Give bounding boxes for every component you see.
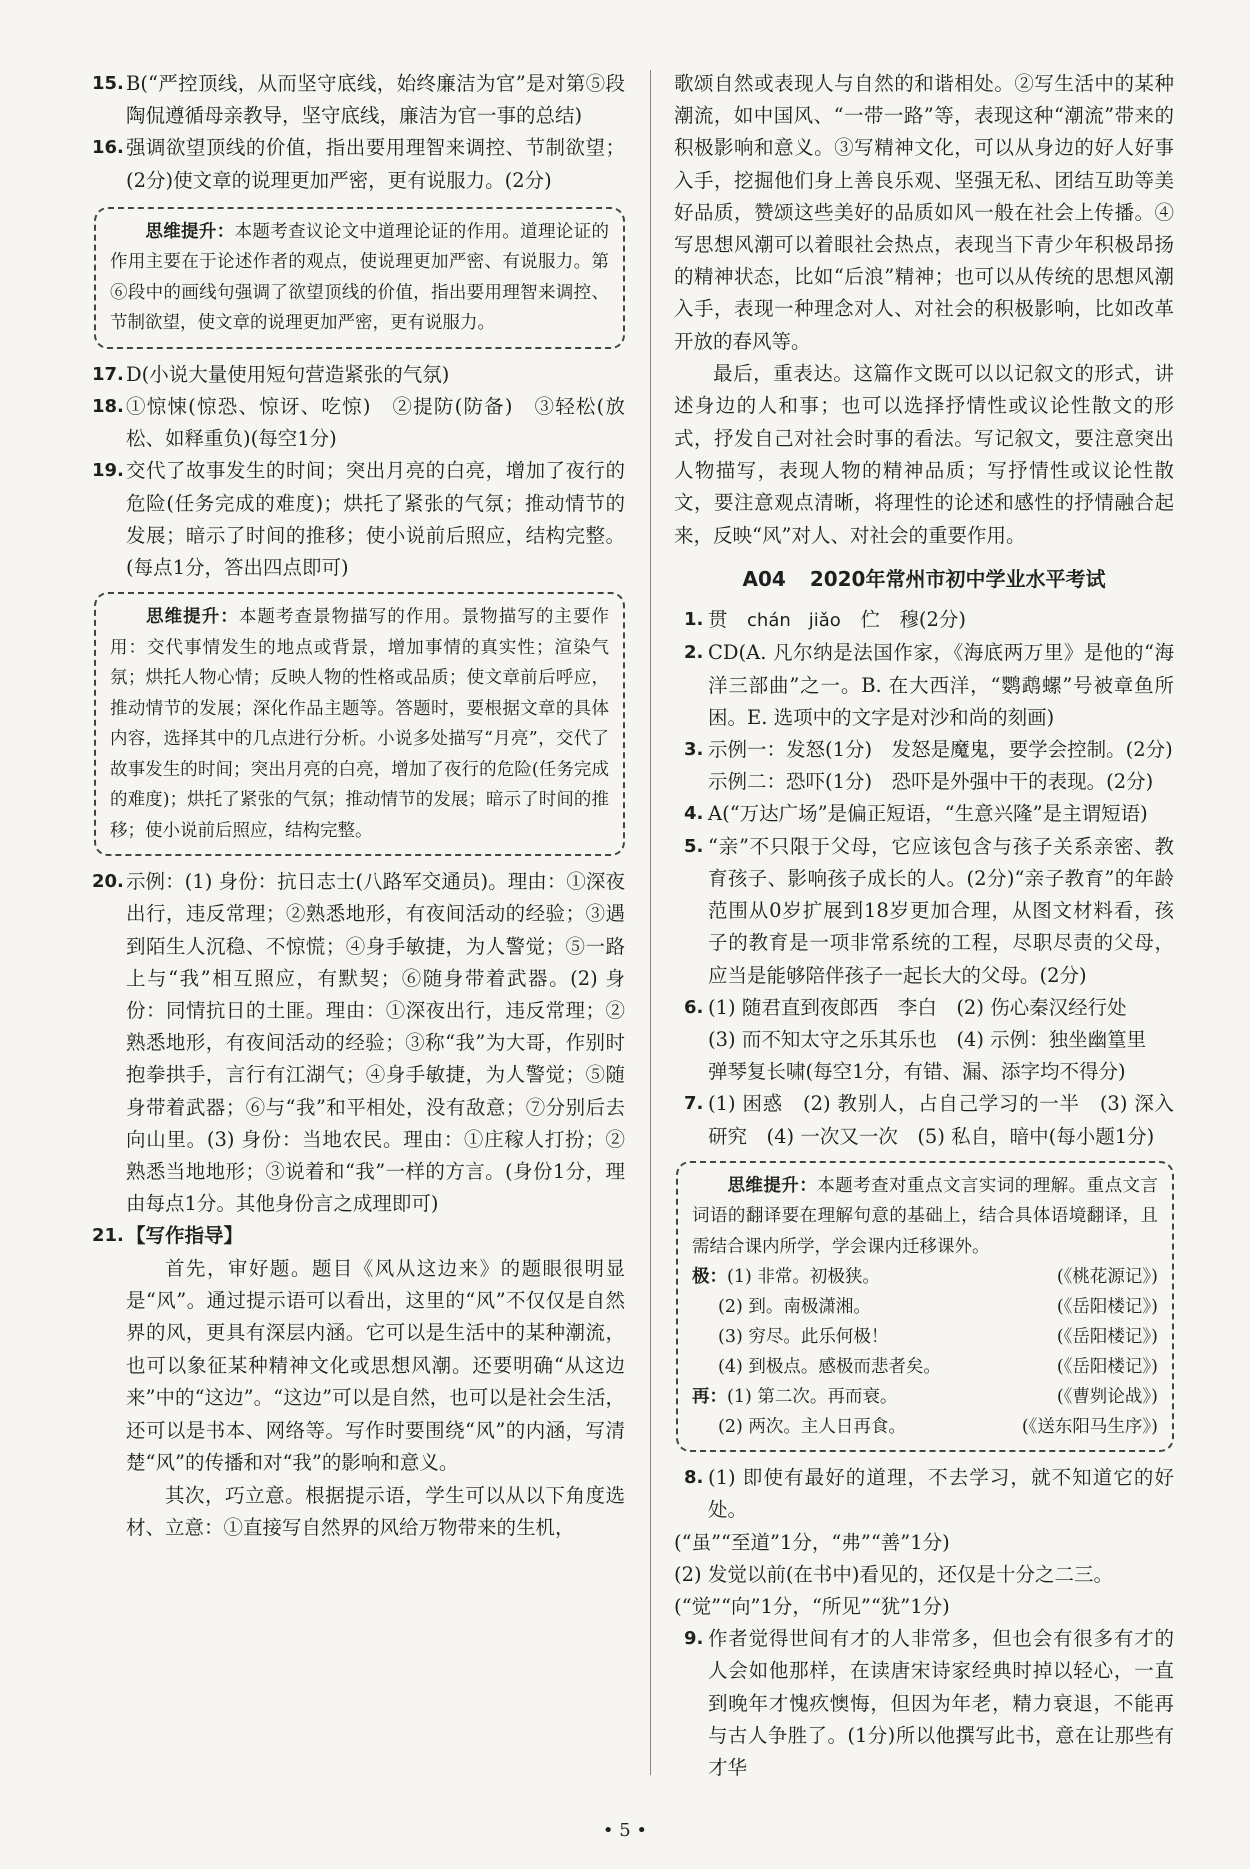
answer-text: “亲”不只限于父母，它应该包含与孩子关系亲密、教育孩子、影响孩子成长的人。(2分)“亲子教育”的年龄范围从0岁扩展到18岁更加合理，从图文材料看，孩子的教育是一项非常系统的工程，尽职尽责的父母，应当是能够陪伴孩子一起长大的父母。(2分): [708, 834, 1174, 987]
answer-text: 交代了故事发生的时间；突出月亮的白亮，增加了夜行的危险(任务完成的难度)；烘托了紧张的气氛；推动情节的发展；暗示了时间的推移；使小说前后照应，结构完整。(每点1分，答出四点即可): [126, 459, 625, 580]
ji-row-1: [692, 1262, 1158, 1292]
answer-5: [674, 831, 1174, 992]
answer-line: (“虽”“至道”1分，“弗”“善”1分): [674, 1530, 950, 1554]
question-number: 8.: [684, 1467, 704, 1489]
answer-text: (1) 困惑 (2) 教别人，占自己学习的一半 (3) 深入研究 (4) 一次又一次 (5) 私自，暗中(每小题1分): [708, 1092, 1174, 1148]
answer-3: [674, 734, 1174, 798]
question-number: 6.: [684, 996, 704, 1018]
ji-label: 极：: [692, 1267, 727, 1288]
thinking-tip-box-1: [94, 207, 625, 349]
question-number: 15.: [92, 73, 124, 94]
thinking-tip-box-3: [676, 1161, 1174, 1453]
tip-text: 本题考查景物描写的作用。景物描写的主要作用：交代事情发生的地点或背景，增加事情的真实性；渲染气氛；烘托人物心情；反映人物的性格或品质；使文章前后呼应，推动情节的发展；深化作品主题等。答题时，要根据文章的具体内容，选择其中的几点进行分析。小说多处描写“月亮”，交代了故事发生的时间；突出月亮的白亮，增加了夜行的危险(任务完成的难度)；烘托了紧张的气氛；推动情节的发展；暗示了时间的推移；使小说前后照应，结构完整。: [110, 607, 610, 841]
question-number: 21.: [92, 1225, 124, 1247]
answer-line: 示例一：发怒(1分) 发怒是魔鬼，要学会控制。(2分): [708, 738, 1173, 762]
writing-guide-paragraph-3: 最后，重表达。这篇作文既可以以记叙文的形式，讲述身边的人和事；也可以选择抒情性或议论性散文的形式，抒发自己对社会时事的看法。写记叙文，要注意突出人物描写，表现人物的精神品质；写抒情性或议论性散文，要注意观点清晰，将理性的论述和感性的抒情融合起来，反映“风”对人、对社会的重要作用。: [674, 361, 1174, 547]
question-number: 17.: [92, 363, 124, 385]
column-divider: [650, 70, 651, 1775]
zai-row-1: [692, 1382, 1158, 1412]
gloss-source: (《曹刿论战》): [1056, 1387, 1158, 1408]
question-number: 4.: [684, 803, 704, 825]
answer-8: [674, 1462, 1174, 1623]
writing-guide-heading: 【写作指导】: [126, 1224, 244, 1248]
answer-line: (3) 而不知太守之乐其乐也 (4) 示例：独坐幽篁里: [708, 1027, 1147, 1051]
section-code: A04: [742, 567, 786, 592]
page-number: • 5 •: [602, 1820, 648, 1841]
answer-20: [92, 866, 625, 1220]
answer-line: 弹琴复长啸(每空1分，有错、漏、添字均不得分): [708, 1060, 1126, 1084]
zai-row-2: [692, 1412, 1158, 1442]
gloss-text: (1) 非常。初极狭。: [727, 1267, 880, 1288]
question-number: 3.: [684, 739, 704, 761]
gloss-text: (3) 穷尽。此乐何极！: [718, 1327, 889, 1348]
question-number: 7.: [684, 1093, 704, 1115]
answer-line: 示例二：恐吓(1分) 恐吓是外强中干的表现。(2分): [708, 770, 1154, 794]
thinking-tip-box-2: [94, 592, 625, 856]
left-column: [92, 68, 625, 1544]
gloss-source: (《岳阳楼记》): [1056, 1297, 1158, 1318]
answer-char-1: 贯: [708, 608, 728, 632]
question-number: 18.: [92, 396, 124, 418]
ji-row-2: [692, 1292, 1158, 1322]
section-title-text: 2020年常州市初中学业水平考试: [809, 567, 1106, 592]
answer-21: [92, 1220, 625, 1544]
answer-text: CD(A. 凡尔纳是法国作家，《海底两万里》是他的“海洋三部曲”之一。B. 在大西洋，“鹦鹉螺”号被章鱼所困。E. 选项中的文字是对沙和尚的刻画): [708, 641, 1174, 729]
answer-text: A(“万达广场”是偏正短语，“生意兴隆”是主谓短语): [708, 802, 1148, 826]
exam-section-title: [674, 560, 1174, 598]
tip-heading: 思维提升：: [727, 1175, 818, 1196]
gloss-text: (4) 到极点。感极而悲者矣。: [718, 1357, 941, 1378]
answer-6: [674, 992, 1174, 1089]
gloss-text: (2) 到。南极潇湘。: [718, 1297, 871, 1318]
answer-17: [92, 359, 625, 391]
answer-line: (1) 随君直到夜郎西 李白 (2) 伤心秦汉经行处: [708, 995, 1127, 1019]
question-number: 1.: [684, 609, 704, 631]
answer-9: [674, 1623, 1174, 1784]
answer-text: 强调欲望顶线的价值，指出要用理智来调控、节制欲望；(2分)使文章的说理更加严密，更有说服力。(2分): [126, 136, 625, 192]
answer-text: D(小说大量使用短句营造紧张的气氛): [126, 362, 450, 386]
answer-char-3: 穆(2分): [899, 608, 966, 632]
answer-char-2: 伫: [860, 608, 880, 632]
answer-pinyin: chán jiǎo: [747, 610, 841, 632]
answer-4: [674, 798, 1174, 830]
answer-16: [92, 132, 625, 196]
question-number: 5.: [684, 835, 704, 857]
gloss-source: (《岳阳楼记》): [1056, 1357, 1158, 1378]
gloss-text: (2) 两次。主人日再食。: [718, 1417, 906, 1438]
tip-heading: 思维提升：: [145, 221, 235, 242]
answer-15: [92, 68, 625, 132]
writing-guide-continuation: 歌颂自然或表现人与自然的和谐相处。②写生活中的某种潮流，如中国风、“一带一路”等，表现这种“潮流”带来的积极影响和意义。③写精神文化，可以从身边的好人好事入手，挖掘他们身上善良乐观、坚强无私、团结互助等美好品质，赞颂这些美好的品质如风一般在社会上传播。④写思想风潮可以着眼社会热点，表现当下青少年积极昂扬的精神状态，比如“后浪”精神；也可以从传统的思想风潮入手，表现一种理念对人、对社会的积极影响，比如改革开放的春风等。: [674, 72, 1174, 353]
zai-label: 再：: [692, 1387, 727, 1408]
answer-line: (“觉”“向”1分，“所见”“犹”1分): [674, 1595, 950, 1619]
answer-18: [92, 391, 625, 455]
answer-2: [674, 637, 1174, 734]
answer-text: 示例：(1) 身份：抗日志士(八路军交通员)。理由：①深夜出行，违反常理；②熟悉地形，有夜间活动的经验；③遇到陌生人沉稳、不惊慌；④身手敏捷，为人警觉；⑤一路上与“我”相互照应，有默契；⑥随身带着武器。(2) 身份：同情抗日的土匪。理由：①深夜出行，违反常理；②熟悉地形，有夜间活动的经验；③称“我”为大哥，作别时抱拳拱手，言行有江湖气；④身手敏捷，为人警觉；⑤随身带着武器；⑥与“我”和平相处，没有敌意；⑦分别后去向山里。(3) 身份：当地农民。理由：①庄稼人打扮；②熟悉当地地形；③说着和“我”一样的方言。(身份1分，理由每点1分。其他身份言之成理即可): [126, 870, 625, 1216]
gloss-text: (1) 第二次。再而衰。: [727, 1387, 898, 1408]
question-number: 16.: [92, 137, 124, 159]
answer-text: 作者觉得世间有才的人非常多，但也会有很多有才的人会如他那样，在读唐宋诗家经典时掉以轻心，一直到晚年才愧疚懊悔，但因为年老，精力衰退，不能再与古人争胜了。(1分)所以他撰写此书，意在让那些有才华: [708, 1627, 1174, 1780]
tip-heading: 思维提升：: [145, 607, 239, 628]
right-column: [674, 68, 1174, 1784]
answer-1: [674, 604, 1174, 637]
ji-row-3: [692, 1322, 1158, 1352]
answer-line: (2) 发觉以前(在书中)看见的，还仅是十分之二三。: [674, 1562, 1114, 1586]
answer-line: (1) 即使有最好的道理，不去学习，就不知道它的好处。: [708, 1466, 1174, 1522]
answer-text: ①惊悚(惊恐、惊讶、吃惊) ②提防(防备) ③轻松(放松、如释重负)(每空1分): [126, 395, 625, 451]
ji-row-4: [692, 1352, 1158, 1382]
question-number: 19.: [92, 460, 124, 482]
answer-7: [674, 1088, 1174, 1152]
tip-text: 本题考查议论文中道理论证的作用。道理论证的作用主要在于论述作者的观点，使说理更加严密、有说服力。第⑥段中的画线句强调了欲望顶线的价值，指出要用理智来调控、节制欲望，使文章的说理更加严密，更有说服力。: [110, 221, 609, 334]
tip-text: 本题考查对重点文言实词的理解。重点文言词语的翻译要在理解句意的基础上，结合具体语境翻译，且需结合课内所学，学会课内迁移课外。: [692, 1175, 1158, 1257]
writing-guide-paragraph-1: 首先，审好题。题目《风从这边来》的题眼很明显是“风”。通过提示语可以看出，这里的“风”不仅仅是自然界的风，更具有深层内涵。它可以是生活中的某种潮流，也可以象征某种精神文化或思想风潮。还要明确“从这边来”中的“这边”。“这边”可以是自然，也可以是社会生活，还可以是书本、网络等。写作时要围绕“风”的内涵，写清楚“风”的传播和对“我”的影响和意义。: [126, 1256, 625, 1475]
answer-19: [92, 455, 625, 584]
question-number: 2.: [684, 642, 704, 664]
gloss-source: (《送东阳马生序》): [1021, 1417, 1158, 1438]
question-number: 9.: [684, 1628, 704, 1650]
question-number: 20.: [92, 871, 124, 893]
writing-guide-paragraph-2: 其次，巧立意。根据提示语，学生可以从以下角度选材、立意：①直接写自然界的风给万物带来的生机，: [126, 1483, 625, 1539]
gloss-source: (《岳阳楼记》): [1056, 1327, 1158, 1348]
gloss-source: (《桃花源记》): [1056, 1267, 1158, 1288]
answer-text: B(“严控顶线，从而坚守底线，始终廉洁为官”是对第⑤段陶侃遵循母亲教导，坚守底线，廉洁为官一事的总结): [126, 72, 625, 128]
